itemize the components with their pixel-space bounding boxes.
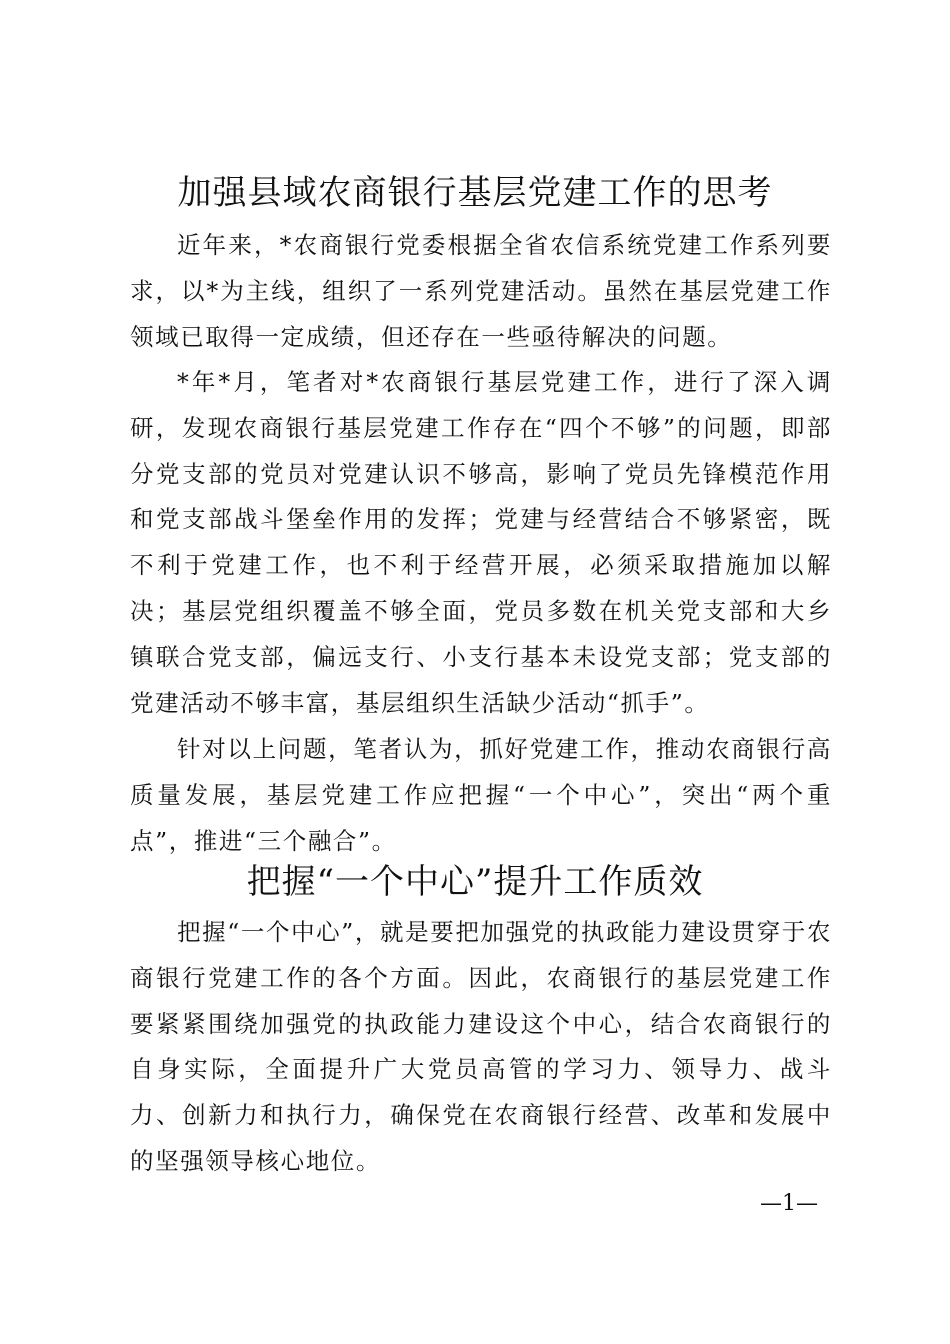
page-number: —1— xyxy=(760,1191,818,1216)
paragraph-section-body: 把握“一个中心”，就是要把加强党的执政能力建设贯穿于农商银行党建工作的各个方面。因此，农商银行的基层党建工作要紧紧围绕加强党的执政能力建设这个中心，结合农商银行的自身实际，全面提升广大党员高管的学习力、领导力、战斗力、创新力和执行力，确保党在农商银行经营、改革和发展中的坚强领导核心地位。 xyxy=(130,918,832,1175)
paragraph-research: *年*月，笔者对*农商银行基层党建工作，进行了深入调研，发现农商银行基层党建工作存在“四个不够”的问题，即部分党支部的党员对党建认识不够高，影响了党员先锋模范作用和党支部战斗堡垒作用的发挥；党建与经营结合不够紧密，既不利于党建工作，也不利于经营开展，必须采取措施加以解决；基层党组织覆盖不够全面，党员多数在机关党支部和大乡镇联合党支部，偏远支行、小支行基本未设党支部；党支部的党建活动不够丰富，基层组织生活缺少活动“抓手”。 xyxy=(130,368,832,717)
document-title: 加强县域农商银行基层党建工作的思考 xyxy=(177,173,773,213)
paragraph-summary: 针对以上问题，笔者认为，抓好党建工作，推动农商银行高质量发展，基层党建工作应把握“一个中心”，突出“两个重点”，推进“三个融合”。 xyxy=(130,735,832,855)
section-heading: 把握“一个中心”提升工作质效 xyxy=(246,862,704,902)
paragraph-intro: 近年来，*农商银行党委根据全省农信系统党建工作系列要求，以*为主线，组织了一系列党建活动。虽然在基层党建工作领域已取得一定成绩，但还存在一些亟待解决的问题。 xyxy=(130,231,832,351)
